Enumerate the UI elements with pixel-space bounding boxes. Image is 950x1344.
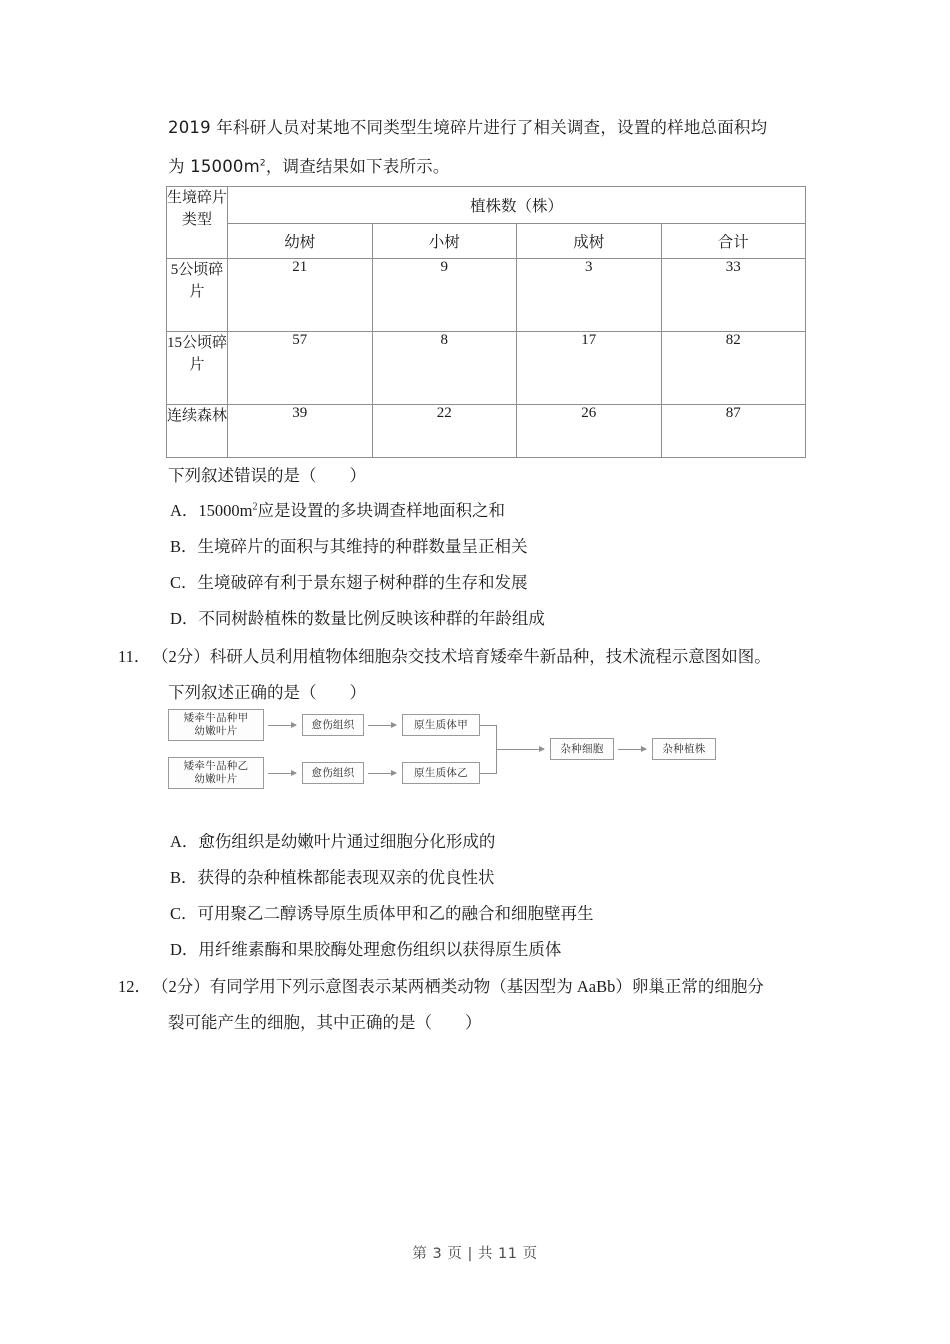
- q10-prompt: 下列叙述错误的是（ ）: [168, 466, 366, 485]
- q10-option-d-text: 不同树龄植株的数量比例反映该种群的年龄组成: [198, 609, 545, 628]
- table-cell-2-0: 39: [228, 405, 373, 458]
- q10-option-a-superscript: 2: [252, 501, 258, 513]
- q10-option-a: [170, 499, 505, 523]
- intro-line-1: 2019 年科研人员对某地不同类型生境碎片进行了相关调查，设置的样地总面积均: [168, 118, 768, 137]
- q11-number: 11．: [118, 647, 151, 666]
- diagram-arrow-final: [618, 749, 646, 750]
- diagram-box-protoplast-a: 原生质体甲: [402, 714, 480, 736]
- q12-number: 12．: [118, 977, 151, 996]
- diagram-box-hybrid-cell: 杂种细胞: [550, 738, 614, 760]
- table-row: [167, 259, 806, 332]
- q10-option-b-text: 生境碎片的面积与其维持的种群数量呈正相关: [197, 537, 528, 556]
- diagram-box-input-a-line1: 矮牵牛品种甲: [183, 712, 249, 724]
- q12-stem-line-1: [152, 975, 764, 999]
- q11-option-c-label: C．: [170, 904, 198, 923]
- table-row-category-1: 15公顷碎片: [167, 332, 228, 405]
- q10-option-d: [170, 607, 545, 631]
- q10-option-a-label: A．: [170, 501, 199, 520]
- q11-option-d-text: 用纤维素酶和果胶酶处理愈伤组织以获得原生质体: [198, 940, 562, 959]
- q12-score: （2分）: [152, 977, 210, 996]
- table-header-row-1: [167, 187, 806, 224]
- diagram-arrow-a2: [368, 725, 396, 726]
- q10-option-a-text-post: 应是设置的多块调查样地面积之和: [257, 501, 506, 520]
- table-cell-1-1: 8: [372, 332, 517, 405]
- table-row: [167, 405, 806, 458]
- q11-prompt: 下列叙述正确的是（ ）: [168, 683, 366, 702]
- table-column-header-2: 成树: [517, 224, 662, 259]
- diagram-arrow-b1: [268, 773, 296, 774]
- diagram-box-input-b-line2: 幼嫩叶片: [194, 773, 238, 785]
- q11-score: （2分）: [152, 647, 210, 666]
- table-cell-0-0: 21: [228, 259, 373, 332]
- table-cell-1-0: 57: [228, 332, 373, 405]
- diagram-box-callus-b: 愈伤组织: [302, 762, 364, 784]
- table-cell-2-1: 22: [372, 405, 517, 458]
- q10-option-c-label: C．: [170, 573, 198, 592]
- diagram-arrow-b2: [368, 773, 396, 774]
- q11-option-d-label: D．: [170, 940, 199, 959]
- table-group-header: 植株数（株）: [228, 187, 806, 224]
- table-header-row-2: [167, 224, 806, 259]
- diagram-brace-top: [480, 725, 496, 726]
- q11-option-a: [170, 830, 495, 854]
- table-column-header-3: 合计: [661, 224, 806, 259]
- table-category-header: 生境碎片类型: [167, 187, 228, 259]
- page-footer: 第 3 页 | 共 11 页: [412, 1246, 538, 1262]
- intro-superscript: 2: [259, 158, 266, 169]
- diagram-arrow-a1: [268, 725, 296, 726]
- q11-option-b-label: B．: [170, 868, 198, 887]
- intro-line-2-pre: 为 15000m: [168, 157, 260, 176]
- table-cell-0-3: 33: [661, 259, 806, 332]
- table-cell-0-1: 9: [372, 259, 517, 332]
- table-row: [167, 332, 806, 405]
- table-cell-0-2: 3: [517, 259, 662, 332]
- q12-stem-text-1: 有同学用下列示意图表示某两栖类动物（基因型为 AaBb）卵巢正常的细胞分: [209, 977, 764, 996]
- q11-flow-diagram: [168, 705, 708, 800]
- q10-option-b: [170, 535, 528, 559]
- diagram-box-protoplast-b: 原生质体乙: [402, 762, 480, 784]
- table-column-header-0: 幼树: [228, 224, 373, 259]
- q11-stem: [152, 645, 771, 669]
- q11-option-b-text: 获得的杂种植株都能表现双亲的优良性状: [197, 868, 495, 887]
- diagram-box-input-a-line2: 幼嫩叶片: [194, 725, 238, 737]
- q10-option-d-label: D．: [170, 609, 199, 628]
- q11-option-a-label: A．: [170, 832, 199, 851]
- q11-option-c-text: 可用聚乙二醇诱导原生质体甲和乙的融合和细胞壁再生: [197, 904, 594, 923]
- q10-option-c-text: 生境破碎有利于景东翅子树种群的生存和发展: [197, 573, 528, 592]
- table-row-category-0: 5公顷碎片: [167, 259, 228, 332]
- diagram-brace-bottom: [480, 773, 496, 774]
- table-cell-1-2: 17: [517, 332, 662, 405]
- intro-line-2-post: ，调查结果如下表所示。: [265, 157, 450, 176]
- diagram-box-hybrid-plant: 杂种植株: [652, 738, 716, 760]
- q11-stem-text: 科研人员利用植物体细胞杂交技术培育矮牵牛新品种，技术流程示意图如图。: [209, 647, 771, 666]
- q10-option-b-label: B．: [170, 537, 198, 556]
- diagram-box-input-b: [168, 757, 264, 789]
- q11-option-d: [170, 938, 561, 962]
- diagram-box-callus-a: 愈伤组织: [302, 714, 364, 736]
- q10-option-a-text-pre: 15000m: [198, 501, 253, 520]
- table-cell-2-3: 87: [661, 405, 806, 458]
- intro-paragraph: [168, 108, 828, 186]
- q11-option-b: [170, 866, 495, 890]
- q11-option-a-text: 愈伤组织是幼嫩叶片通过细胞分化形成的: [198, 832, 496, 851]
- table-cell-1-3: 82: [661, 332, 806, 405]
- diagram-box-input-b-line1: 矮牵牛品种乙: [183, 760, 249, 772]
- diagram-box-input-a: [168, 709, 264, 741]
- table-column-header-1: 小树: [372, 224, 517, 259]
- q11-option-c: [170, 902, 594, 926]
- q10-option-c: [170, 571, 528, 595]
- survey-table: [166, 186, 806, 458]
- table-row-category-2: 连续森林: [167, 405, 228, 458]
- table-cell-2-2: 26: [517, 405, 662, 458]
- diagram-arrow-merge: [496, 749, 544, 750]
- q12-stem-line-2: 裂可能产生的细胞，其中正确的是（ ）: [168, 1013, 482, 1032]
